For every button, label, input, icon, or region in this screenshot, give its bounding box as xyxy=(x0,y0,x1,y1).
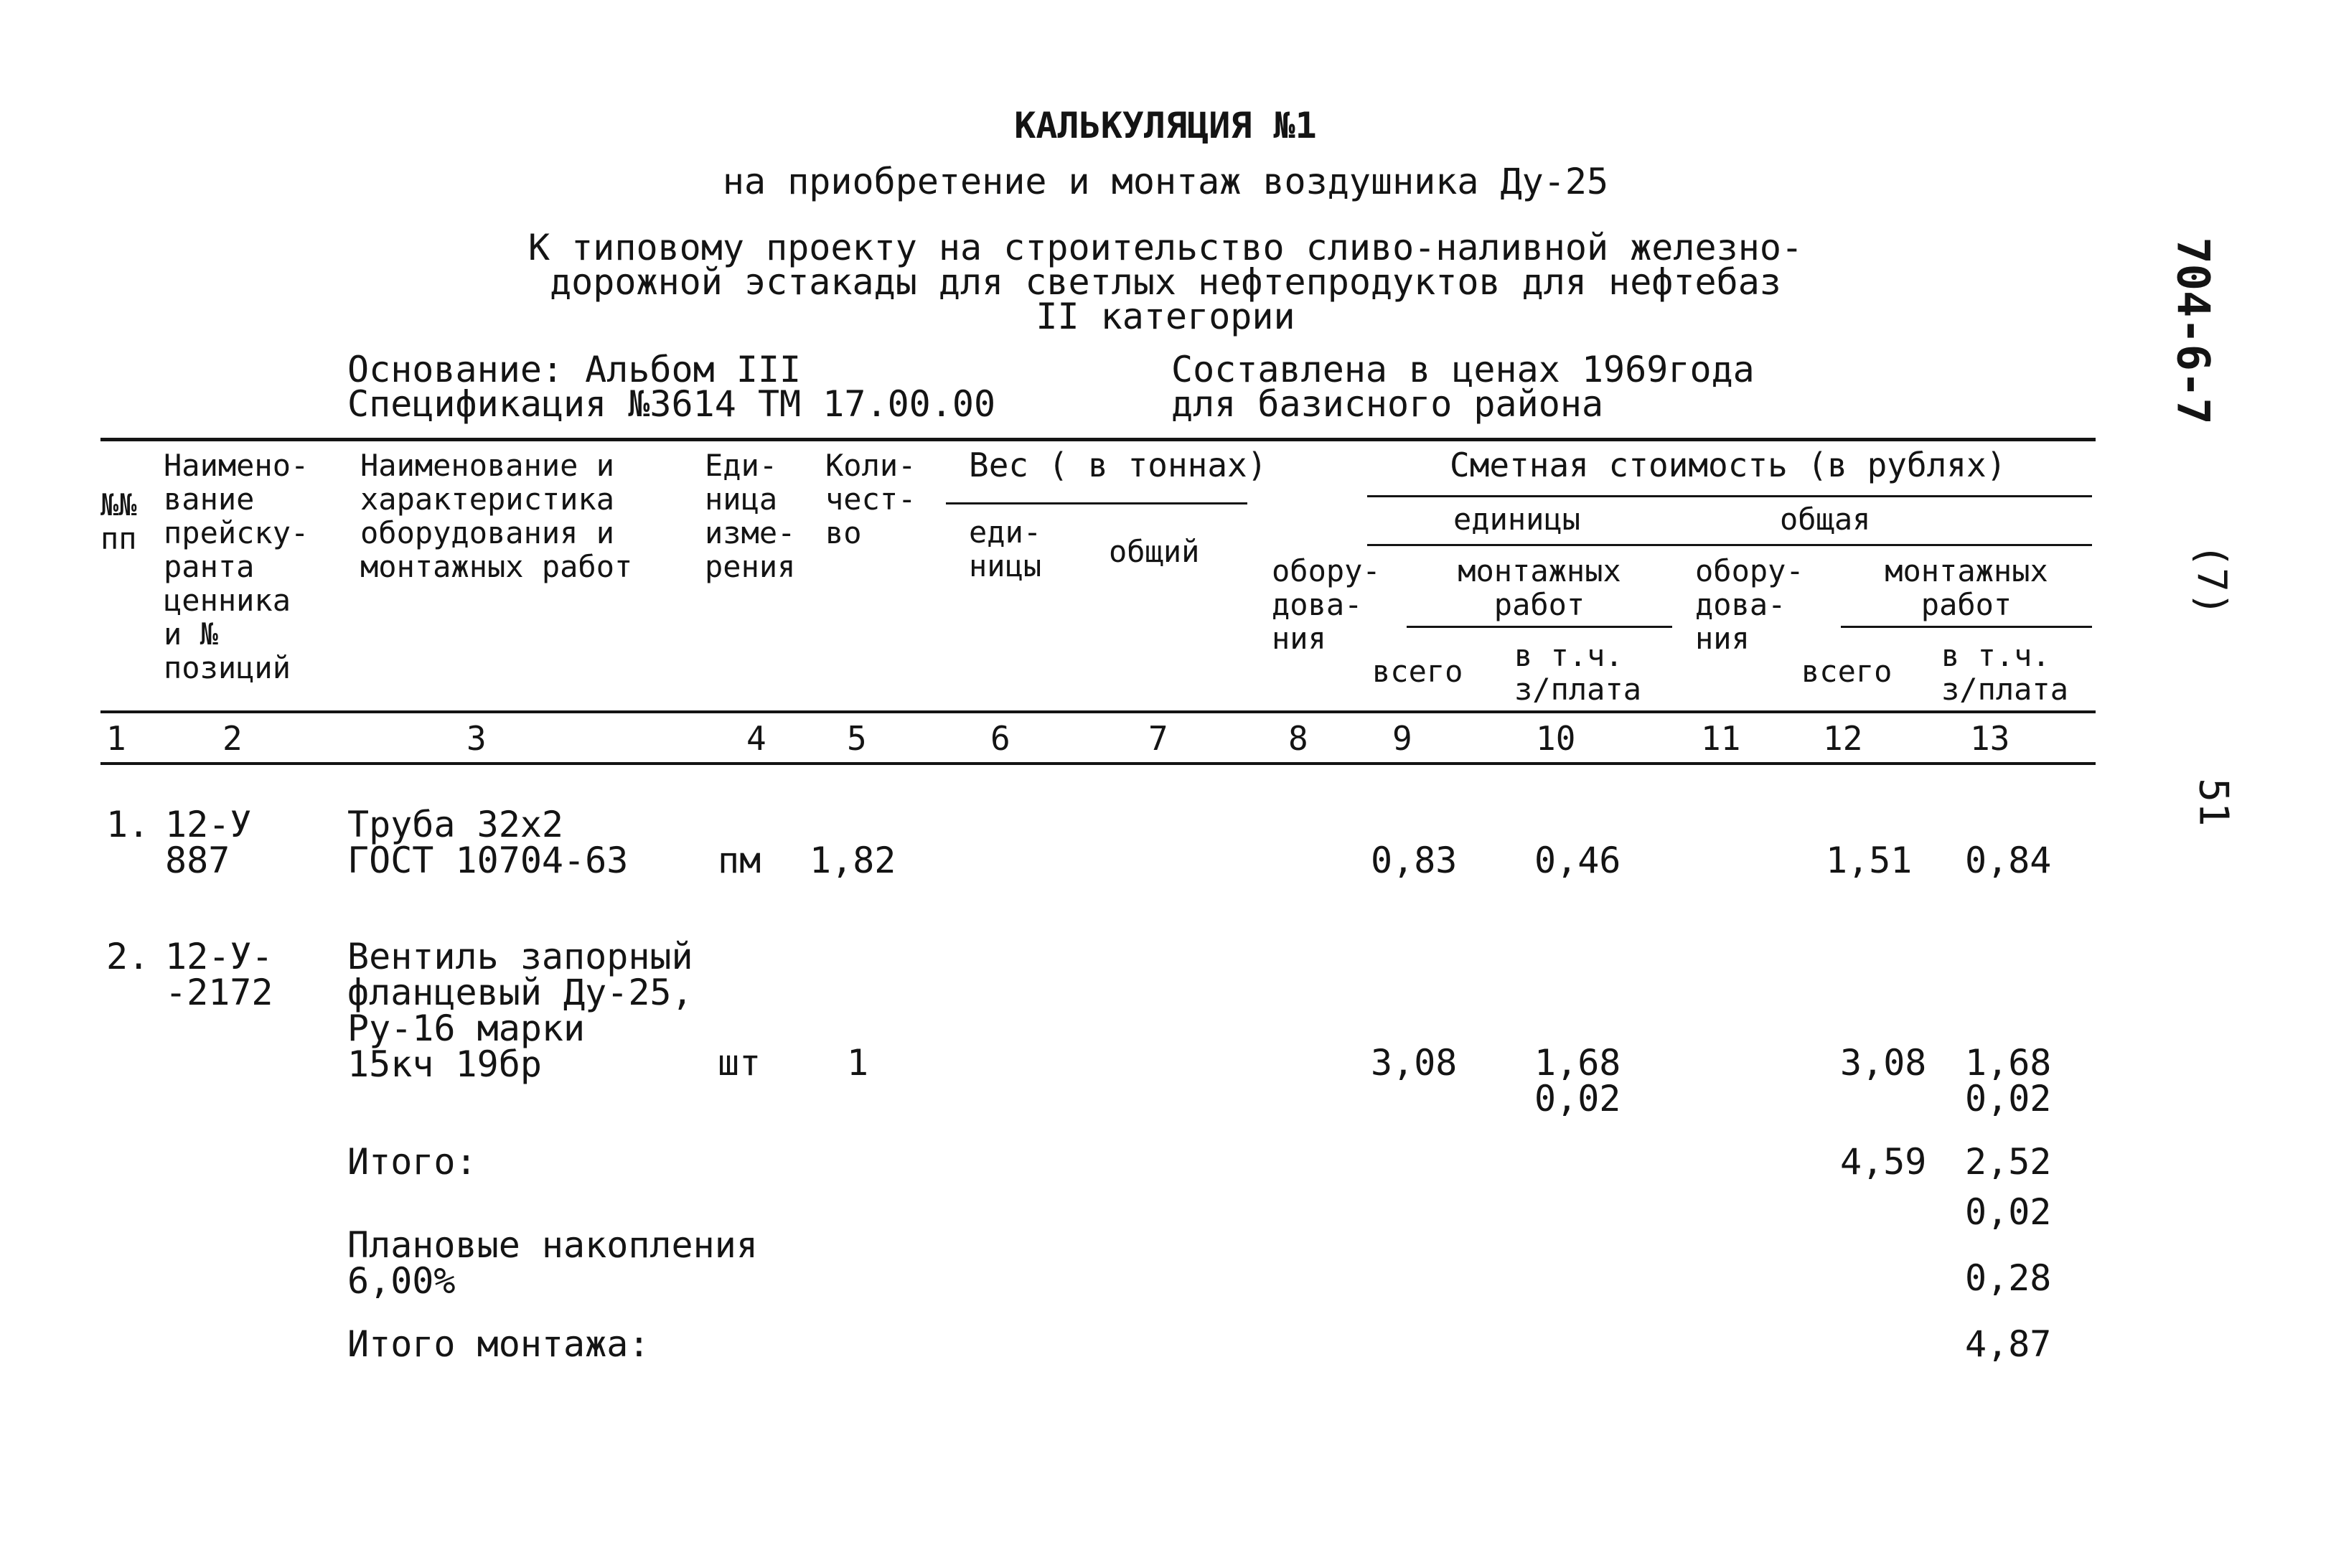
margin-page-number: 51 xyxy=(2190,778,2237,827)
col-number-9: 9 xyxy=(1392,719,1412,758)
col-number-4: 4 xyxy=(746,719,766,758)
header-cost-unit: единицы xyxy=(1453,502,1581,537)
row-2-total-wage: 1,68 0,02 xyxy=(1965,1042,2052,1119)
row-2-num: 2. xyxy=(106,936,150,977)
column-numbers-rule xyxy=(100,762,2096,765)
header-equip-total: обору- дова- ния xyxy=(1695,553,1804,656)
row-1-unit-cost-wage: 0,46 xyxy=(1534,840,1621,881)
row-2-unit-cost-total: 3,08 xyxy=(1371,1042,1458,1084)
header-mount-unit: монтажных работ xyxy=(1458,553,1621,622)
mount-rule-unit xyxy=(1407,626,1672,628)
itogo-total-cost: 4,59 xyxy=(1840,1141,1927,1183)
row-1-num: 1. xyxy=(106,804,150,845)
row-2-name: Вентиль запорный фланцевый Ду-25, Ру-16 марки 15кч 19бр xyxy=(347,936,693,1085)
col-number-6: 6 xyxy=(990,719,1010,758)
header-bottom-rule xyxy=(100,710,2096,713)
row-2-total-cost: 3,08 xyxy=(1840,1042,1927,1084)
header-pricelist: Наимено- вание прейску- ранта ценника и № позиций xyxy=(164,448,309,685)
header-num: №№ пп xyxy=(100,487,137,556)
mount-rule-total xyxy=(1841,626,2092,628)
margin-document-code: 704-6-7 xyxy=(2167,237,2220,425)
col-number-2: 2 xyxy=(222,719,243,758)
header-name: Наименование и характеристика оборудования и монтажных работ xyxy=(360,448,633,584)
col-number-3: 3 xyxy=(466,719,487,758)
col-number-13: 13 xyxy=(1970,719,2010,758)
itogo-total-wage: 2,52 xyxy=(1965,1141,2052,1183)
col-number-11: 11 xyxy=(1701,719,1741,758)
col-number-10: 10 xyxy=(1536,719,1576,758)
header-all-total: всего xyxy=(1801,654,1893,689)
row-1-name: Труба 32х2 ГОСТ 10704-63 xyxy=(347,804,629,881)
col-number-8: 8 xyxy=(1288,719,1308,758)
header-mount-total: монтажных работ xyxy=(1885,553,2048,622)
unit-total-rule xyxy=(1367,544,2092,546)
row-2-unit-cost-wage: 1,68 0,02 xyxy=(1534,1042,1621,1119)
header-wage-unit: в т.ч. з/плата xyxy=(1514,638,1642,707)
itogo-wage-part: 0,02 xyxy=(1965,1191,2052,1233)
basis-line-1: Основание: Альбом III xyxy=(347,349,802,390)
montazh-total-label: Итого монтажа: xyxy=(347,1323,650,1365)
header-wage-total: в т.ч. з/плата xyxy=(1941,638,2069,707)
row-1-total-wage: 0,84 xyxy=(1965,840,2052,881)
document-title: КАЛЬКУЛЯЦИЯ №1 xyxy=(1014,105,1317,146)
header-qty: Коли- чест- во xyxy=(825,448,916,550)
row-1-qty: 1,82 xyxy=(810,840,896,881)
table-top-rule xyxy=(100,438,2096,441)
header-weight: Вес ( в тоннах) xyxy=(969,446,1267,484)
prices-line-1: Составлена в ценах 1969года xyxy=(1171,349,1755,390)
col-number-5: 5 xyxy=(847,719,867,758)
header-cost-total: общая xyxy=(1780,502,1871,537)
row-2-code: 12-У- -2172 xyxy=(165,936,273,1013)
montazh-total-value: 4,87 xyxy=(1965,1323,2052,1365)
col-number-7: 7 xyxy=(1148,719,1168,758)
planned-accumulation-value: 0,28 xyxy=(1965,1257,2052,1299)
project-line-2: дорожной эстакады для светлых нефтепродуктов для нефтебаз xyxy=(550,261,1781,303)
row-1-unit: пм xyxy=(718,840,761,881)
document-subtitle: на приобретение и монтаж воздушника Ду-25 xyxy=(722,161,1609,202)
header-weight-total: общий xyxy=(1109,534,1200,569)
planned-accumulation-label: Плановые накопления 6,00% xyxy=(347,1224,758,1302)
cost-header-rule xyxy=(1367,495,2092,497)
row-2-qty: 1 xyxy=(847,1042,869,1084)
project-line-1: К типовому проекту на строительство сливо-наливной железно- xyxy=(527,227,1804,268)
prices-line-2: для базисного района xyxy=(1171,383,1604,425)
margin-sheet-mark: (7) xyxy=(2187,543,2235,616)
project-line-3: II категории xyxy=(1036,296,1295,337)
weight-header-rule xyxy=(946,502,1247,504)
row-1-total-cost: 1,51 xyxy=(1826,840,1913,881)
row-1-unit-cost-total: 0,83 xyxy=(1371,840,1458,881)
header-unit: Еди- ница изме- рения xyxy=(705,448,796,584)
col-number-1: 1 xyxy=(106,719,126,758)
row-1-code: 12-У 887 xyxy=(165,804,252,881)
header-all-unit: всего xyxy=(1372,654,1463,689)
col-number-12: 12 xyxy=(1823,719,1863,758)
header-cost: Сметная стоимость (в рублях) xyxy=(1450,446,2007,484)
header-weight-unit: еди- ницы xyxy=(969,515,1042,583)
itogo-label: Итого: xyxy=(347,1141,477,1183)
basis-line-2: Спецификация №3614 ТМ 17.00.00 xyxy=(347,383,996,425)
header-equip-unit: обору- дова- ния xyxy=(1272,553,1381,656)
row-2-unit: шт xyxy=(718,1042,761,1084)
